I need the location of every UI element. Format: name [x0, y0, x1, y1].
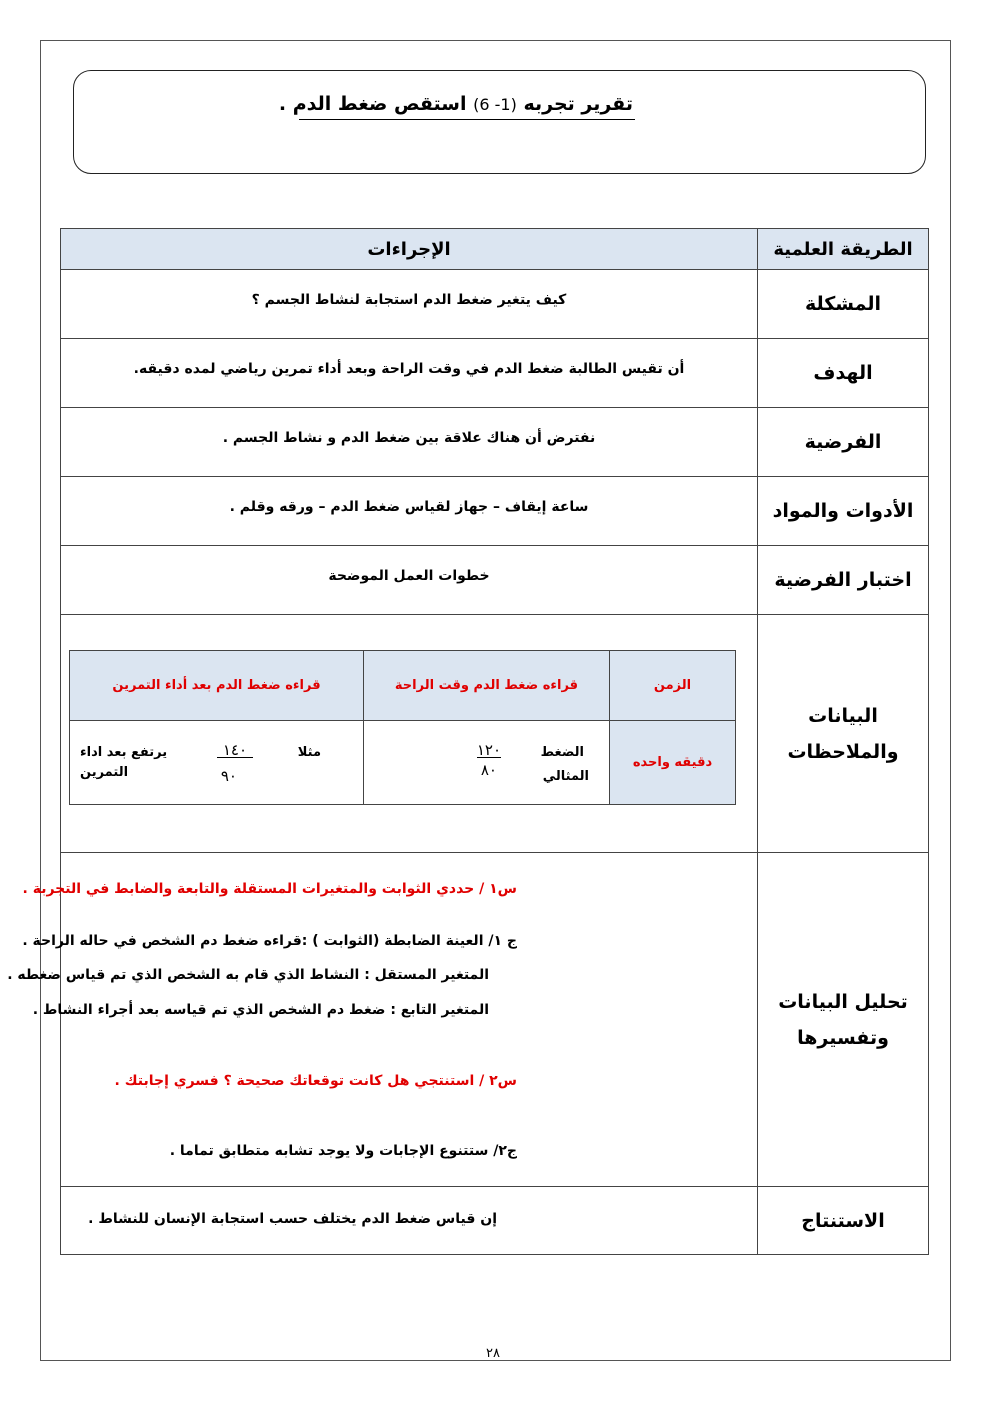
- header-procedures: الإجراءات: [61, 229, 758, 270]
- after-diastolic: ٩٠: [220, 767, 237, 785]
- rest-reading: [364, 721, 610, 805]
- after-note-1: يرتفع بعد اداء: [80, 745, 168, 760]
- goal-label: الهدف: [758, 339, 929, 408]
- readings-row: [70, 721, 736, 805]
- rest-label-2: المثالي: [542, 769, 589, 784]
- problem-label: المشكلة: [758, 270, 929, 339]
- answer-1-line-1: ج ١/ العينة الضابطة (الثوابت ) :قراءه ضغط دم الشخص في حاله الراحة .: [22, 933, 517, 949]
- row-hypothesis: [61, 408, 929, 477]
- answer-1-line-3: المتغير التابع : ضغط دم الشخص الذي تم قياسه بعد أجراء النشاط .: [32, 1002, 489, 1018]
- readings-table: [69, 650, 736, 805]
- analysis-label: تحليل البيانات وتفسيرها: [758, 853, 929, 1187]
- rest-diastolic: ٨٠: [480, 761, 497, 779]
- hypothesis-value: نفترض أن هناك علاقة بين ضغط الدم و نشاط الجسم .: [61, 408, 758, 477]
- row-tools: [61, 477, 929, 546]
- table-header-row: [61, 229, 929, 270]
- problem-value: كيف يتغير ضغط الدم استجابة لنشاط الجسم ؟: [61, 270, 758, 339]
- time-value: دقيقه واحده: [610, 721, 736, 805]
- data-cell: [61, 615, 758, 853]
- after-systolic: ١٤٠: [217, 743, 253, 758]
- after-note-2: التمرين: [80, 765, 129, 780]
- goal-value: أن تقيس الطالبة ضغط الدم في وقت الراحة وبعد أداء تمرين رياضي لمده دقيقه.: [61, 339, 758, 408]
- row-problem: [61, 270, 929, 339]
- answer-1-line-2: المتغير المستقل : النشاط الذي قام به الشخص الذي تم قياس ضغطه .: [7, 967, 489, 983]
- test-value: خطوات العمل الموضحة: [61, 546, 758, 615]
- header-method: الطريقة العلمية: [758, 229, 929, 270]
- conclusion-cell: [61, 1187, 758, 1255]
- after-header: قراءه ضغط الدم بعد أداء التمرين: [70, 651, 364, 721]
- answer-2: ج٢/ ستتنوع الإجابات ولا يوجد تشابه متطابق تماما .: [169, 1143, 517, 1159]
- test-label: اختبار الفرضية: [758, 546, 929, 615]
- question-2: س٢ / استنتجي هل كانت توقعاتك صحيحة ؟ فسري إجابتك .: [114, 1073, 517, 1089]
- tools-label: الأدوات والمواد: [758, 477, 929, 546]
- title-number: (1- 6): [473, 95, 517, 114]
- conclusion-label: الاستنتاج: [758, 1187, 929, 1255]
- after-reading: [70, 721, 364, 805]
- readings-header: [70, 651, 736, 721]
- row-test: [61, 546, 929, 615]
- row-analysis: [61, 853, 929, 1187]
- rest-header: قراءه ضغط الدم وقت الراحة: [364, 651, 610, 721]
- rest-label-1: الضغط: [540, 745, 584, 760]
- page-number: ٢٨: [486, 1346, 500, 1361]
- analysis-cell: [7, 853, 758, 1187]
- title-prefix: تقرير تجربه: [523, 93, 633, 115]
- after-example: مثلا: [297, 745, 321, 760]
- row-conclusion: [61, 1187, 929, 1255]
- report-table: [7, 228, 929, 1255]
- title-name: استقص ضغط الدم .: [278, 93, 467, 115]
- hypothesis-label: الفرضية: [758, 408, 929, 477]
- tools-value: ساعة إيقاف – جهاز لقياس ضغط الدم – ورقه وقلم .: [61, 477, 758, 546]
- question-1: س١ / حددي الثوابت والمتغيرات المستقلة والتابعة والضابط في التجربة .: [22, 881, 517, 897]
- data-label: البيانات والملاحظات: [758, 615, 929, 853]
- conclusion-value: إن قياس ضغط الدم يختلف حسب استجابة الإنسان للنشاط .: [88, 1211, 497, 1227]
- time-header: الزمن: [610, 651, 736, 721]
- rest-systolic: ١٢٠: [476, 741, 501, 759]
- row-data: [61, 615, 929, 853]
- title-box: [73, 70, 926, 174]
- row-goal: [61, 339, 929, 408]
- report-title: [278, 93, 635, 120]
